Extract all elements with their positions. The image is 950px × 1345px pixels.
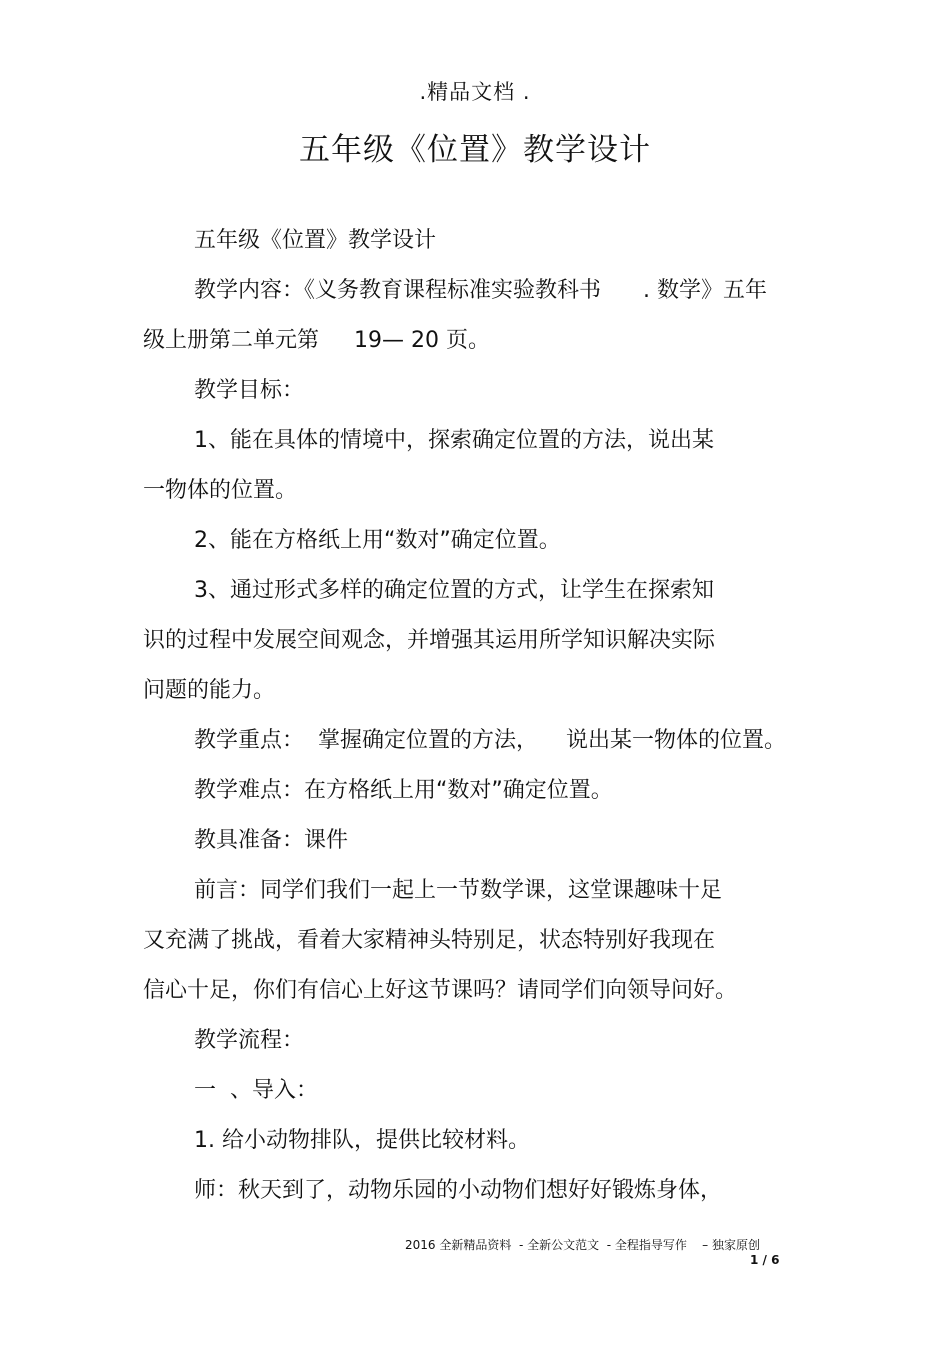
paragraph-line: 1、能在具体的情境中，探索确定位置的方法，说出某 [194,428,714,453]
paragraph-line: 信心十足，你们有信心上好这节课吗？请同学们向领导问好。 [143,978,738,1003]
paragraph-line: 教学重点： 掌握确定位置的方法， 说出某一物体的位置。 [194,728,786,753]
paragraph-line: 师：秋天到了，动物乐园的小动物们想好好锻炼身体， [194,1178,723,1203]
paragraph-line: 五年级《位置》教学设计 [194,228,437,253]
paragraph-line: 前言：同学们我们一起上一节数学课，这堂课趣味十足 [194,878,723,903]
paragraph-line: 教学流程： [194,1028,305,1053]
paragraph-line: 1. 给小动物排队，提供比较材料。 [194,1128,530,1153]
paragraph-line: 2、能在方格纸上用“数对”确定位置。 [194,528,561,553]
document-title: 五年级《位置》教学设计 [299,132,651,168]
paragraph-line: 一物体的位置。 [143,478,298,503]
paragraph-line: 识的过程中发展空间观念，并增强其运用所学知识解决实际 [143,628,716,653]
paragraph-line: 教学难点：在方格纸上用“数对”确定位置。 [194,778,613,803]
footer-note: 2016 全新精品资料 - 全新公文范文 - 全程指导写作 – 独家原创 [405,1238,760,1252]
paragraph-line: 又充满了挑战，看着大家精神头特别足，状态特别好我现在 [143,928,716,953]
paragraph-line: 教具准备：课件 [194,828,349,853]
paragraph-line: 3、通过形式多样的确定位置的方式，让学生在探索知 [194,578,714,603]
paragraph-line: 一 、导入： [194,1078,318,1103]
page-number: 1 / 6 [750,1253,780,1267]
header-watermark: .精品文档 . [419,80,531,104]
paragraph-line: 问题的能力。 [143,678,276,703]
paragraph-line: 级上册第二单元第 19— 20 页。 [143,328,490,353]
paragraph-line: 教学目标： [194,378,305,403]
paragraph-line: 教学内容：《义务教育课程标准实验教科书 . 数学》五年 [194,278,767,303]
